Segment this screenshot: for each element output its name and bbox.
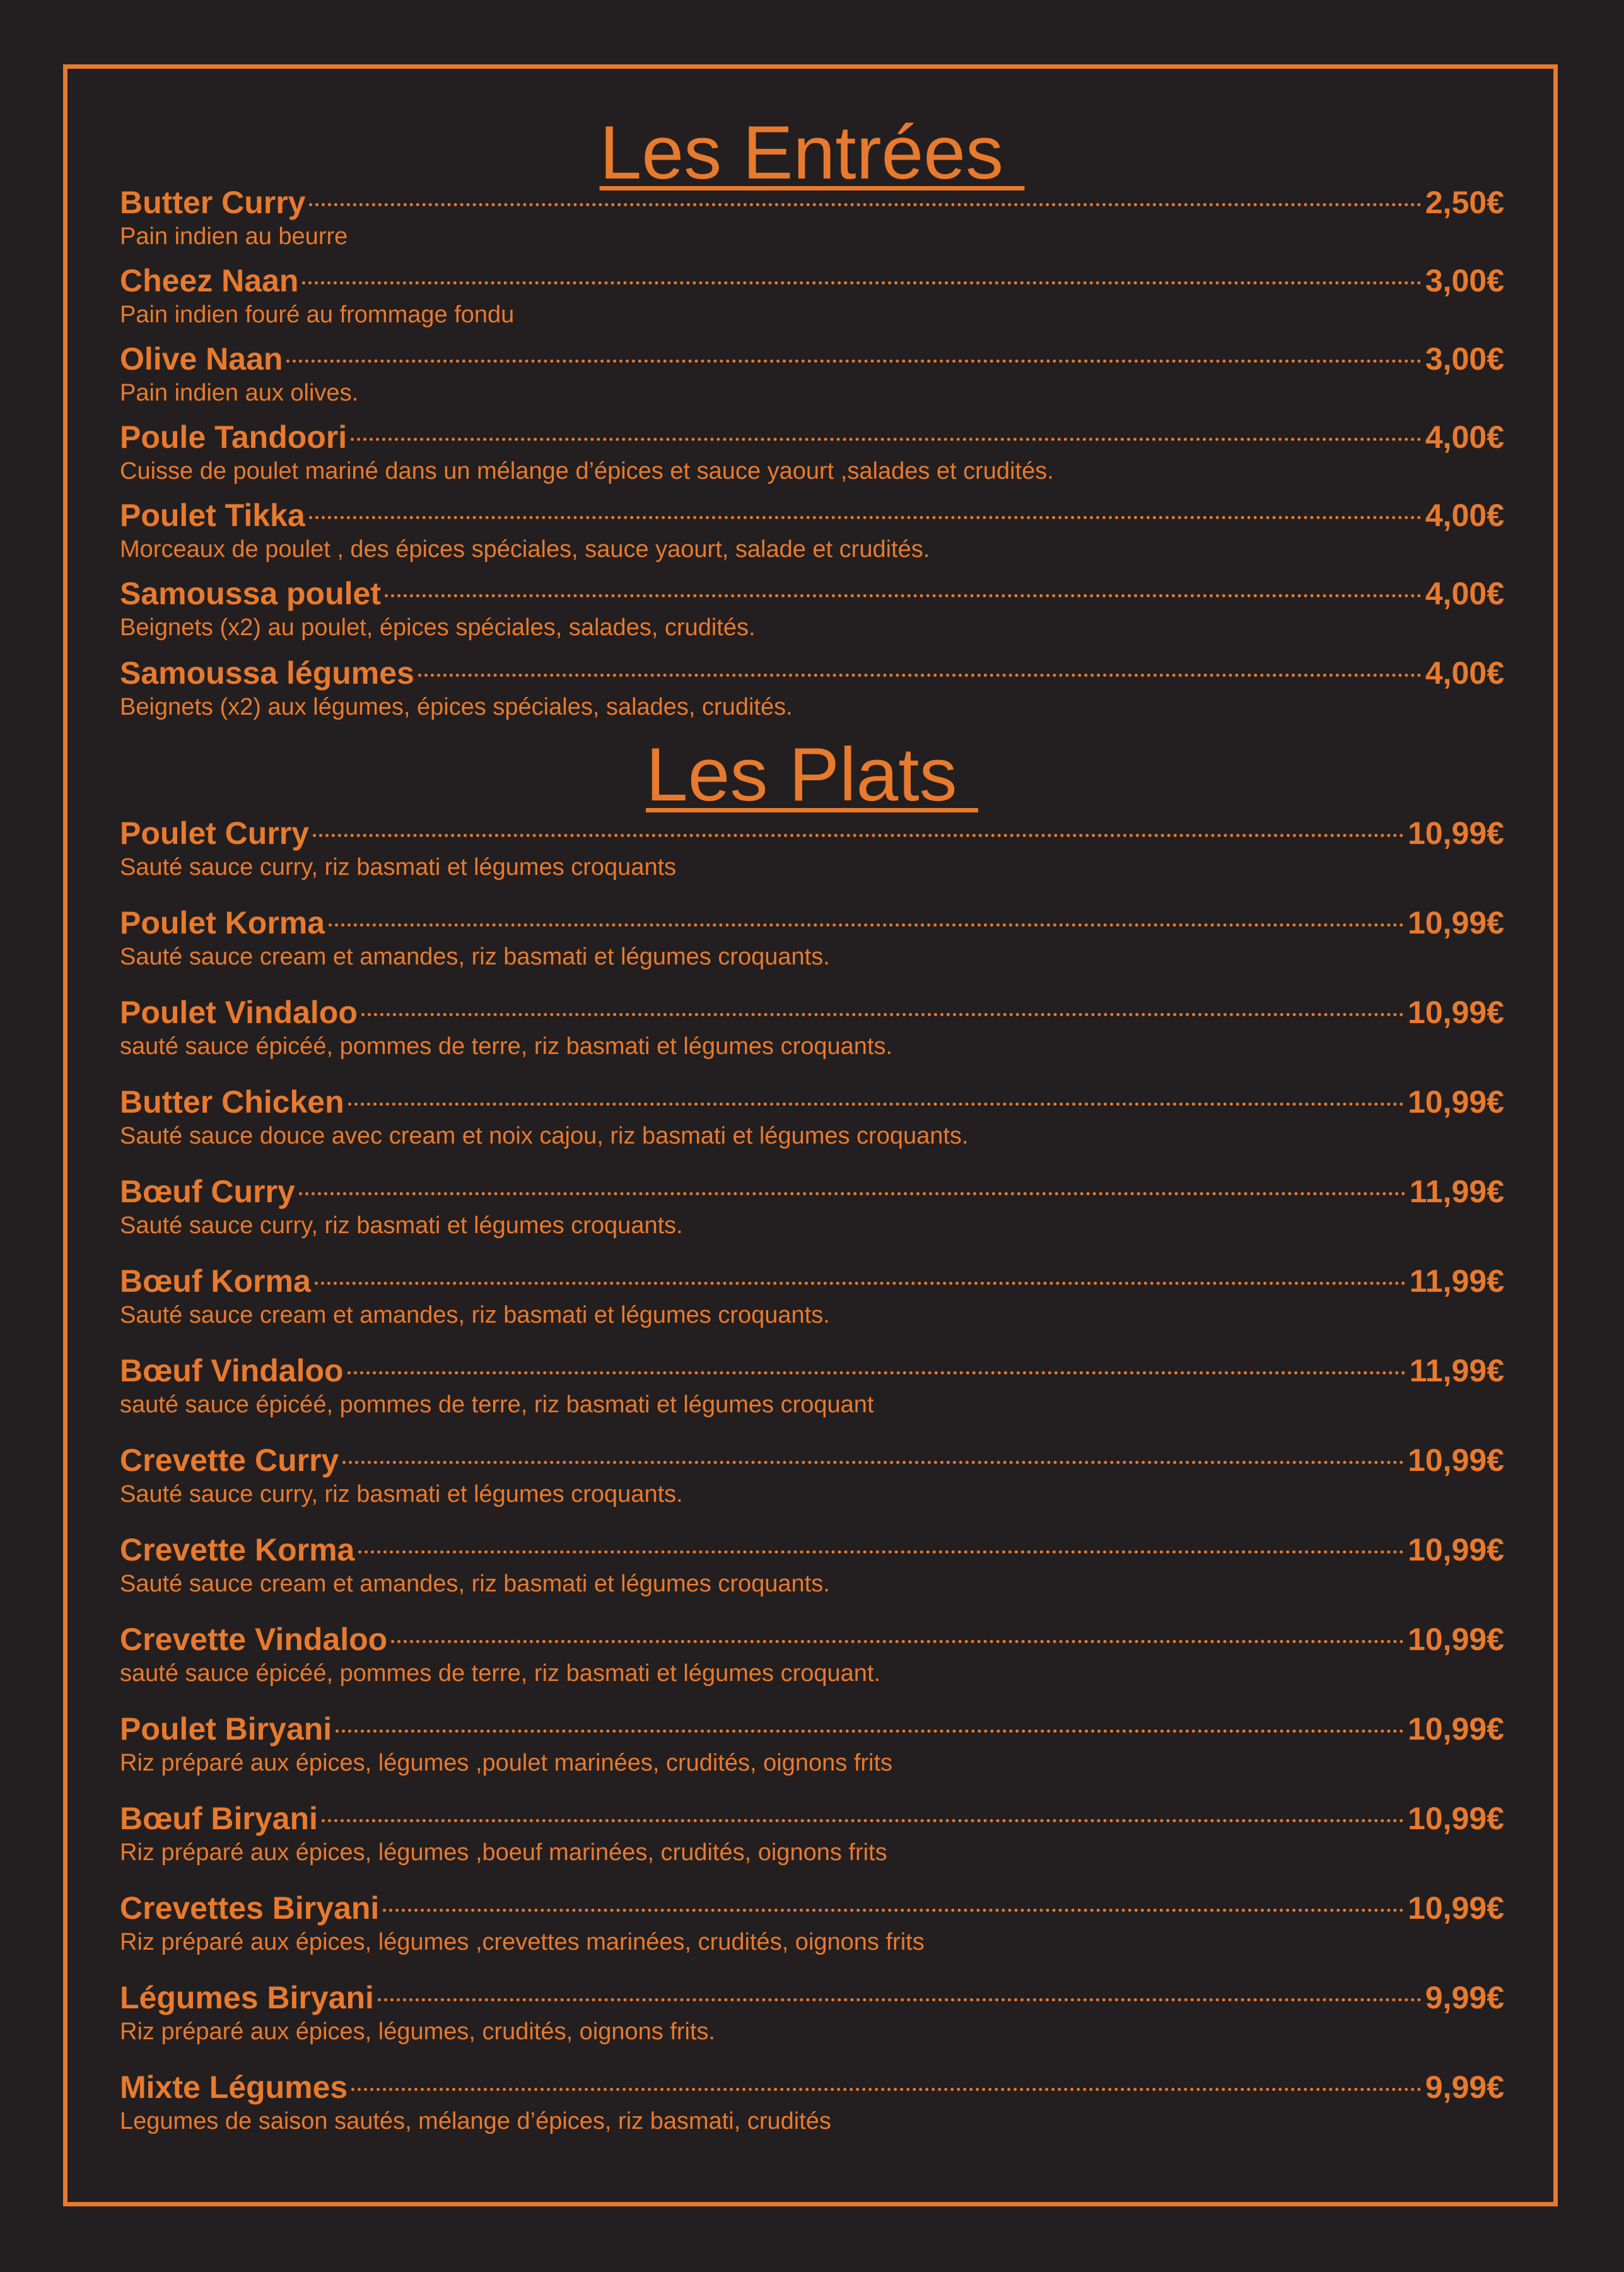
menu-item <box>120 418 1504 486</box>
section-title-plats: Les Plats <box>646 732 978 817</box>
item-name: Crevettes Biryani <box>120 1890 380 1926</box>
dot-leader <box>322 1819 1404 1822</box>
item-description: Sauté sauce cream et amandes, riz basmati et légumes croquants. <box>120 1571 830 1597</box>
item-description: Pain indien aux olives. <box>120 380 359 406</box>
dot-leader <box>302 281 1421 284</box>
item-price: 3,00€ <box>1425 263 1504 298</box>
item-name: Crevette Curry <box>120 1443 339 1478</box>
item-price: 10,99€ <box>1408 1711 1504 1747</box>
item-price: 9,99€ <box>1425 1980 1504 2015</box>
menu-item <box>120 1620 1504 1688</box>
item-name: Bœuf Korma <box>120 1263 311 1299</box>
dot-leader <box>391 1640 1404 1643</box>
item-price: 10,99€ <box>1408 1890 1504 1926</box>
dot-leader <box>361 1013 1404 1016</box>
menu-item <box>120 814 1504 882</box>
item-name: Bœuf Curry <box>120 1174 295 1209</box>
item-price: 10,99€ <box>1408 1443 1504 1478</box>
item-description: Sauté sauce cream et amandes, riz basmati et légumes croquants. <box>120 1302 830 1328</box>
item-price: 10,99€ <box>1408 1801 1504 1836</box>
item-description: Pain indien fouré au frommage fondu <box>120 302 515 328</box>
dot-leader <box>418 674 1422 677</box>
dot-leader <box>286 360 1421 363</box>
item-price: 4,00€ <box>1425 655 1504 691</box>
menu-item <box>120 183 1504 251</box>
item-description: Morceaux de poulet , des épices spéciales, sauce yaourt, salade et crudités. <box>120 536 930 563</box>
item-description: Cuisse de poulet mariné dans un mélange d’épices et sauce yaourt ,salades et crudités. <box>120 458 1054 484</box>
menu-item <box>120 1172 1504 1240</box>
menu-item <box>120 496 1504 564</box>
menu-item <box>120 2068 1504 2136</box>
item-price: 11,99€ <box>1409 1353 1504 1388</box>
item-price: 4,00€ <box>1425 576 1504 611</box>
item-description: Pain indien au beurre <box>120 223 348 250</box>
dot-leader <box>313 834 1404 837</box>
item-description: Beignets (x2) au poulet, épices spéciales, salades, crudités. <box>120 614 756 641</box>
item-name: Poulet Biryani <box>120 1711 332 1747</box>
item-price: 10,99€ <box>1408 1532 1504 1567</box>
item-price: 10,99€ <box>1408 1084 1504 1120</box>
item-name: Olive Naan <box>120 341 283 377</box>
menu-item <box>120 1530 1504 1598</box>
item-name: Samoussa légumes <box>120 655 414 691</box>
menu-item <box>120 1799 1504 1867</box>
item-description: Riz préparé aux épices, légumes ,poulet marinées, crudités, oignons frits <box>120 1750 893 1776</box>
item-name: Poulet Tikka <box>120 498 305 533</box>
item-name: Crevette Vindaloo <box>120 1622 388 1657</box>
item-price: 10,99€ <box>1408 816 1504 851</box>
item-name: Bœuf Vindaloo <box>120 1353 344 1388</box>
item-description: Sauté sauce douce avec cream et noix cajou, riz basmati et légumes croquants. <box>120 1123 969 1149</box>
item-price: 9,99€ <box>1425 2070 1504 2105</box>
dot-leader <box>342 1461 1404 1464</box>
item-name: Poulet Korma <box>120 905 325 940</box>
dot-leader <box>383 1909 1404 1912</box>
dot-leader <box>351 438 1422 441</box>
dot-leader <box>378 1998 1422 2001</box>
dot-leader <box>299 1192 1406 1195</box>
section-title-entrees: Les Entrées <box>599 110 1025 195</box>
dot-leader <box>385 594 1422 597</box>
menu-item <box>120 1709 1504 1777</box>
item-description: Riz préparé aux épices, légumes ,crevettes marinées, crudités, oignons frits <box>120 1929 925 1955</box>
dot-leader <box>336 1730 1404 1733</box>
item-description: Sauté sauce curry, riz basmati et légumes croquants. <box>120 1212 683 1239</box>
dot-leader <box>348 1371 1406 1374</box>
item-description: Sauté sauce curry, riz basmati et légumes croquants. <box>120 1481 683 1508</box>
item-price: 11,99€ <box>1409 1263 1504 1299</box>
menu-item <box>120 1441 1504 1509</box>
dot-leader <box>309 516 1422 519</box>
item-price: 2,50€ <box>1425 185 1504 220</box>
item-name: Samoussa poulet <box>120 576 381 611</box>
item-name: Bœuf Biryani <box>120 1801 318 1836</box>
dot-leader <box>329 923 1404 927</box>
menu-item <box>120 1082 1504 1151</box>
item-name: Butter Curry <box>120 185 306 220</box>
item-price: 10,99€ <box>1408 1622 1504 1657</box>
item-price: 4,00€ <box>1425 498 1504 533</box>
dot-leader <box>309 203 1421 206</box>
menu-item <box>120 339 1504 407</box>
item-price: 11,99€ <box>1409 1174 1504 1209</box>
item-description: Sauté sauce cream et amandes, riz basmati et légumes croquants. <box>120 944 830 970</box>
item-description: Sauté sauce curry, riz basmati et légumes croquants <box>120 854 677 881</box>
item-name: Butter Chicken <box>120 1084 344 1120</box>
dot-leader <box>315 1282 1406 1285</box>
menu-item <box>120 1351 1504 1419</box>
menu-item <box>120 903 1504 971</box>
menu-item <box>120 574 1504 642</box>
item-description: Riz préparé aux épices, légumes, crudités, oignons frits. <box>120 2018 716 2045</box>
item-description: Legumes de saison sautés, mélange d’épices, riz basmati, crudités <box>120 2108 831 2134</box>
menu-item <box>120 1262 1504 1330</box>
item-price: 10,99€ <box>1408 995 1504 1030</box>
menu-item <box>120 261 1504 329</box>
menu-item <box>120 653 1504 722</box>
item-name: Cheez Naan <box>120 263 299 298</box>
dot-leader <box>351 2088 1422 2091</box>
item-name: Poulet Vindaloo <box>120 995 358 1030</box>
menu-item <box>120 1888 1504 1957</box>
item-price: 10,99€ <box>1408 905 1504 940</box>
menu-item <box>120 1978 1504 2046</box>
dot-leader <box>358 1550 1404 1554</box>
item-name: Poule Tandoori <box>120 419 348 455</box>
item-price: 3,00€ <box>1425 341 1504 377</box>
dot-leader <box>348 1103 1404 1106</box>
item-description: sauté sauce épicéé, pommes de terre, riz basmati et légumes croquants. <box>120 1033 893 1060</box>
item-name: Crevette Korma <box>120 1532 355 1567</box>
item-name: Légumes Biryani <box>120 1980 374 2015</box>
item-description: Beignets (x2) aux légumes, épices spéciales, salades, crudités. <box>120 694 793 720</box>
item-name: Mixte Légumes <box>120 2070 348 2105</box>
item-price: 4,00€ <box>1425 419 1504 455</box>
menu-item <box>120 993 1504 1061</box>
item-description: sauté sauce épicéé, pommes de terre, riz basmati et légumes croquant <box>120 1391 874 1418</box>
item-description: sauté sauce épicéé, pommes de terre, riz basmati et légumes croquant. <box>120 1660 881 1687</box>
item-description: Riz préparé aux épices, légumes ,boeuf marinées, crudités, oignons frits <box>120 1839 887 1866</box>
item-name: Poulet Curry <box>120 816 310 851</box>
